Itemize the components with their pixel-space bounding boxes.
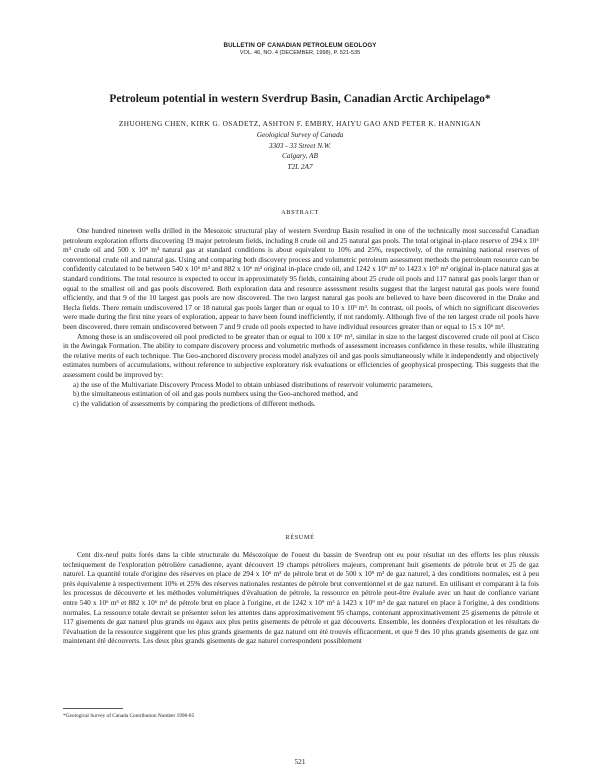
abstract-body [63, 226, 539, 408]
page-number: 521 [294, 757, 306, 766]
footnote: *Geological Survey of Canada Contribution Number 1998-85 [63, 713, 195, 719]
resume-heading: RÉSUMÉ [285, 534, 315, 541]
abstract-paragraph-1: One hundred nineteen wells drilled in the Mesozoic structural play of western Sverdrup Basin resulted in one of the technically most successful Canadian petroleum exploration efforts discovering 19 major petroleum fields, including 8 crude oil and 25 natural gas pools. The total original in-place reserve of 294 x 10⁶ m³ crude oil and 500 x 10⁹ m³ natural gas at standard conditions is about equivalent to 10% and 25%, respectively, of the remaining national reserves of conventional crude oil and natural gas. Using and comparing both discovery process and volumetric petroleum assessment methods the petroleum resource can be confidently calculated to be between 540 x 10⁶ m³ and 882 x 10⁶ m³ original in-place crude oil, and 1242 x 10⁹ m³ to 1423 x 10⁹ m³ original in-place natural gas at standard conditions. The total resource is expected to occur in approximately 95 fields, containing about 25 crude oil pools and 117 natural gas pools larger than or equal to the smallest oil and gas pools discovered. Both exploration data and resource assessment results suggest that the largest natural gas pools were found efficiently, and that 9 of the 10 largest gas pools are now discovered. The two largest natural gas pools are believed to have been discovered in the Drake and Hecla fields. There remain undiscovered 17 or 18 natural gas pools larger than or equal to 10 x 10⁹ m³. In contrast, oil pools, of which no significant discoveries were made during the first nine years of exploration, appear to have been found inefficiently, if not randomly. Although five of the ten largest crude oil pools have been discovered, there remain undiscovered between 7 and 9 crude oil pools expected to have individual resources greater than or equal to 15 x 10⁶ m³. [63, 226, 539, 331]
resume-paragraph-1: Cent dix-neuf puits forés dans la cible structurale du Mésozoïque de l'ouest du bassin de Sverdrup ont eu pour résultat un des efforts les plus réussis techniquement de l'exploration pétrolière canadienne, ayant découvert 19 champs pétroliers majeurs, comprenant huit gisements de pétrole brut et 25 de gaz naturel. La quantité totale d'origine des réserves en place de 294 x 10⁶ m³ de pétrole brut et de 500 x 10⁹ m³ de gaz naturel, à des conditions normales, est à peu près équivalente à respectivement 10% et 25% des réserves nationales restantes de pétrole brut conventionnel et de gaz naturel. En utilisant et comparant à la fois les processus de découverte et les méthodes volumétriques d'évaluation de pétrole, la ressource en pétrole peut-être évaluée avec un haut de confiance variant entre 540 x 10⁶ m³ et 882 x 10⁶ m³ de pétrole brut en place à l'origine, et de 1242 x 10⁹ m³ à 1423 x 10⁹ m³ de gaz naturel en place à l'origine, à des conditions normales. La ressource totale devrait se présenter selon les attentes dans approximativement 95 champs, contenant approximativement 25 gisements de pétrole et 117 gisements de gaz naturel plus grands ou égaux aux plus petits gisements de pétrole et gaz découverts. Ensemble, les données d'exploration et les résultats de l'évaluation de la ressource suggèrent que les plus grands gisements de gaz naturel ont été trouvés efficacement, et que 9 des 10 plus grands gisements de gaz ont maintenant été découverts. Les deux plus grands gisements de gaz naturel correspondent possiblement [63, 550, 539, 646]
affiliation-postal: T2L 2A7 [287, 161, 313, 171]
journal-volume-line: VOL. 46, NO. 4 (DECEMBER, 1998), P. 521-535 [239, 49, 361, 56]
abstract-list-item-a: a) the use of the Multivariate Discovery Process Model to obtain unbiased distributions of reservoir volumetric parameters, [73, 379, 433, 389]
author-list: ZHUOHENG CHEN, KIRK G. OSADETZ, ASHTON F. EMBRY, HAIYU GAO AND PETER K. HANNIGAN [118, 119, 482, 128]
affiliation-city: Calgary, AB [282, 151, 318, 160]
journal-header [0, 42, 600, 57]
abstract-list-item-c: c) the validation of assessments by comparing the predictions of different methods. [73, 398, 316, 408]
affiliation [100, 130, 500, 172]
journal-name: BULLETIN OF CANADIAN PETROLEUM GEOLOGY [223, 42, 377, 49]
resume-body [63, 550, 539, 646]
abstract-heading: ABSTRACT [281, 209, 319, 216]
abstract-paragraph-2: Among these is an undiscovered oil pool predicted to be greater than or equal to 100 x 10⁶ m³, similar in size to the largest discovered crude oil pool at Cisco in the Awingak Formation. The ability to compare discovery process and volumetric methods of assessment increases confidence in these results, while illustrating the relative merits of each technique. The Geo-anchored discovery process model analyzes oil and gas pools simultaneously while it independently and objectively estimates numbers of accumulations, without reference to subjective exploratory risk evaluations or efficiencies of geophysical prospecting. This suggests that the assessment could be improved by: [63, 331, 539, 379]
affiliation-street: 3303 - 33 Street N.W. [268, 140, 332, 150]
footnote-divider [63, 708, 123, 709]
paper-title: Petroleum potential in western Sverdrup Basin, Canadian Arctic Archipelago* [109, 93, 491, 105]
affiliation-org: Geological Survey of Canada [256, 130, 344, 139]
abstract-list-item-b: b) the simultaneous estimation of oil and gas pools numbers using the Geo-anchored method, and [73, 389, 358, 399]
